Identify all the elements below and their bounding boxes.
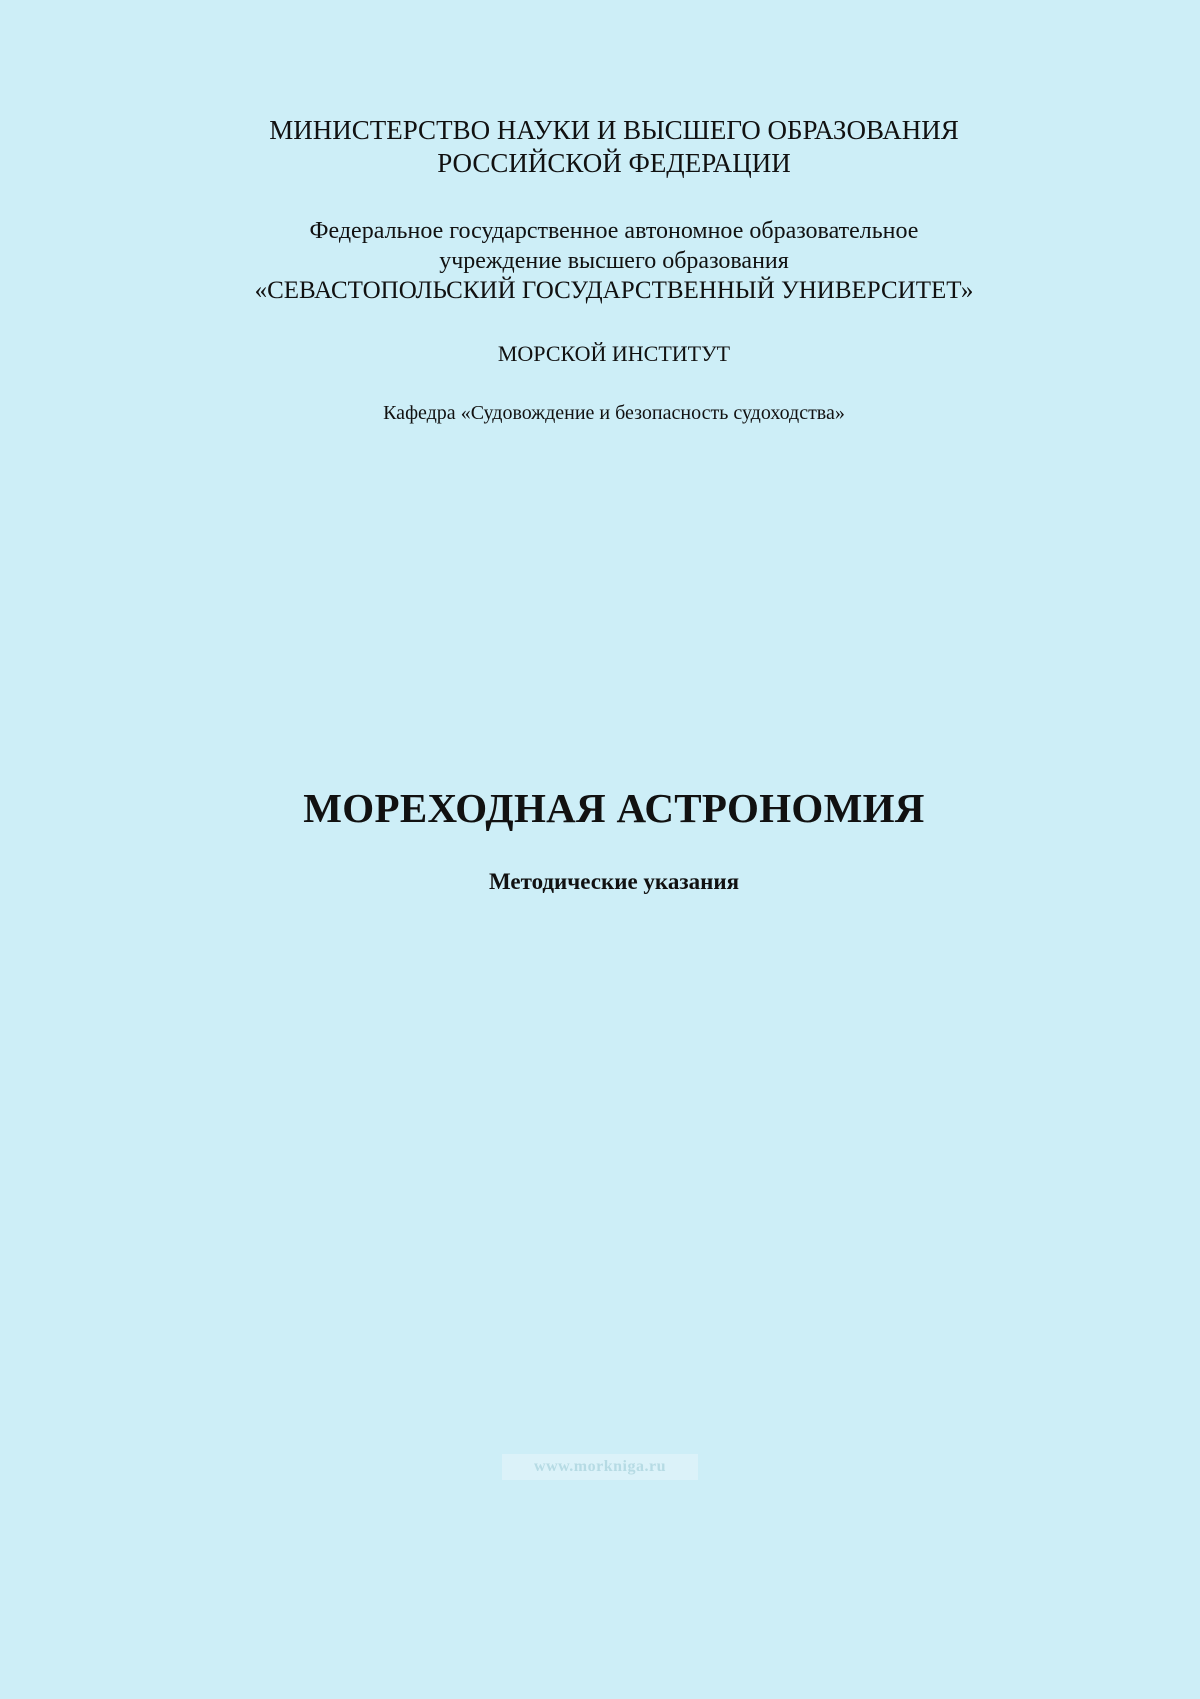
ministry-line-1: МИНИСТЕРСТВО НАУКИ И ВЫСШЕГО ОБРАЗОВАНИЯ: [269, 115, 959, 145]
watermark: www.morkniga.ru: [502, 1454, 698, 1480]
department-name: Кафедра «Судовождение и безопасность судоходства»: [383, 402, 845, 424]
document-subtitle: Методические указания: [488, 869, 740, 894]
ministry-line-2: РОССИЙСКОЙ ФЕДЕРАЦИИ: [437, 148, 791, 178]
institute-name: МОРСКОЙ ИНСТИТУТ: [497, 341, 731, 366]
institution-line-2: учреждение высшего образования: [439, 248, 789, 274]
institution-heading: [0, 216, 1200, 306]
institution-line-1: Федеральное государственное автономное образовательное: [309, 218, 919, 244]
ministry-heading: [0, 114, 1200, 180]
document-title: МОРЕХОДНАЯ АСТРОНОМИЯ: [303, 785, 925, 831]
university-name: «СЕВАСТОПОЛЬСКИЙ ГОСУДАРСТВЕННЫЙ УНИВЕРСИТЕТ»: [254, 277, 974, 304]
